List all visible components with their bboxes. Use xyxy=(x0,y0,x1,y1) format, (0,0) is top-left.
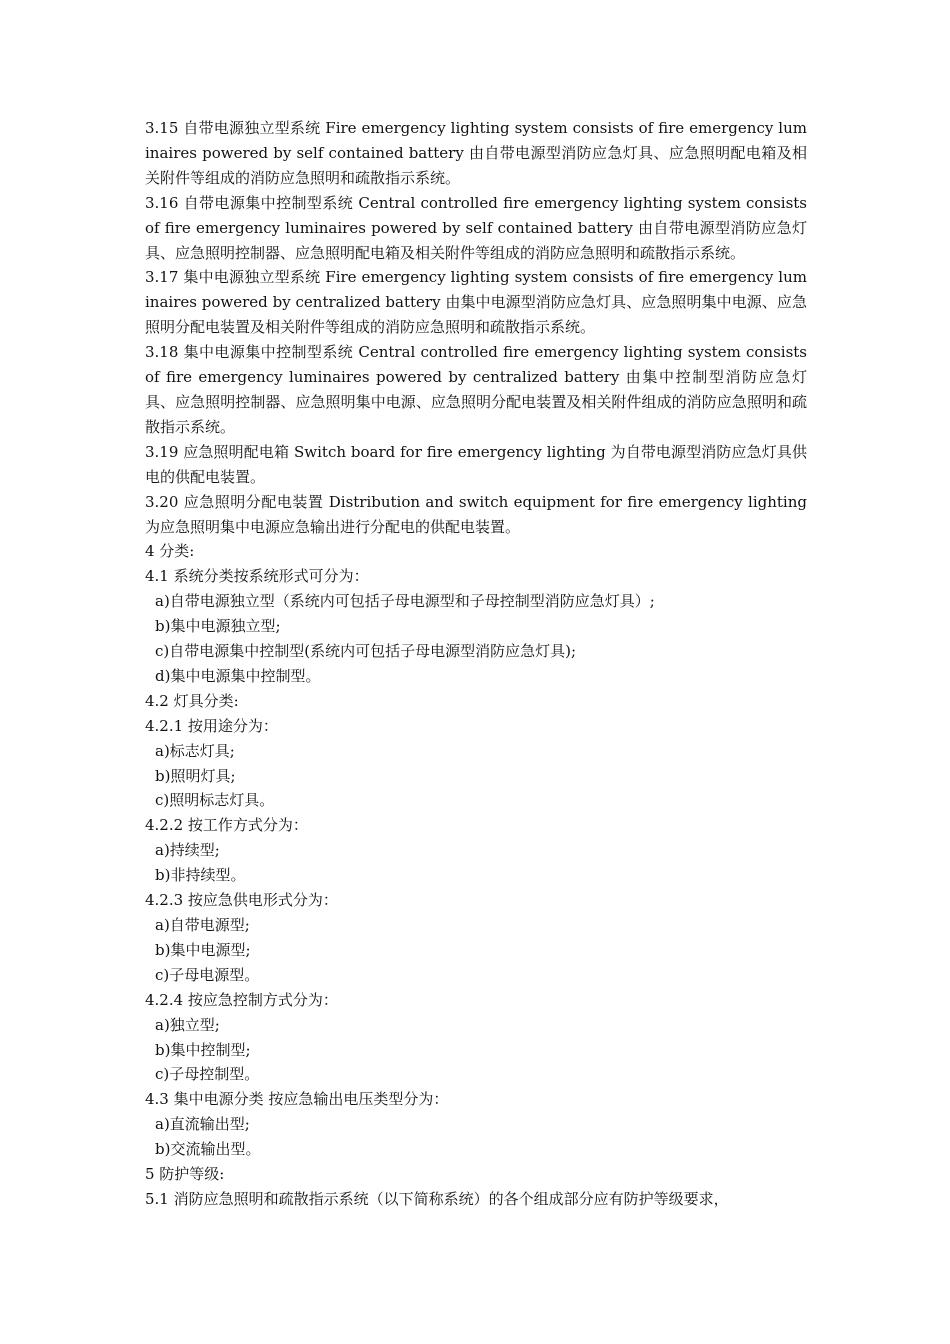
list-item: b)非持续型。 xyxy=(155,866,246,885)
list-item: a)直流输出型; xyxy=(155,1115,250,1134)
clause-3-15: 3.15 自带电源独立型系统 Fire emergency lighting system consists of fire emergency luminaires powered by self contained battery 由自带电源型消防应急灯具、应急照明配电箱及相关附件等组成的消防应急照明和疏散指示系统。 xyxy=(145,119,807,187)
clause-3-17: 3.17 集中电源独立型系统 Fire emergency lighting system consists of fire emergency luminaires powered by centralized battery 由集中电源型消防应急灯具、应急照明集中电源、应急照明分配电装置及相关附件等组成的消防应急照明和疏散指示系统。 xyxy=(145,268,807,337)
list-item: c)子母电源型。 xyxy=(155,965,260,984)
list-item: b)集中电源型; xyxy=(155,940,251,959)
clause-4-2-2: 4.2.2 按工作方式分为： xyxy=(145,816,308,835)
list-item: c)子母控制型。 xyxy=(155,1065,260,1084)
list-item: a)自带电源型; xyxy=(155,916,250,934)
clause-4-1: 4.1 系统分类按系统形式可分为： xyxy=(145,567,369,586)
clause-4-2-3: 4.2.3 按应急供电形式分为： xyxy=(145,891,338,910)
list-item: c)照明标志灯具。 xyxy=(155,791,275,810)
section-4-heading: 4 分类: xyxy=(145,542,195,561)
clause-3-20: 3.20 应急照明分配电装置 Distribution and switch equipment for fire emergency lighting 为应急照明集中电源应急输出进行分配电的供配电装置。 xyxy=(145,492,807,536)
list-item: c)自带电源集中控制型(系统内可包括子母电源型消防应急灯具); xyxy=(155,642,577,661)
clause-3-19: 3.19 应急照明配电箱 Switch board for fire emergency lighting 为自带电源型消防应急灯具供电的供配电装置。 xyxy=(145,442,807,486)
document-page xyxy=(145,116,807,1212)
list-item: b)照明灯具; xyxy=(155,766,236,785)
list-item: a)自带电源独立型（系统内可包括子母电源型和子母控制型消防应急灯具）; xyxy=(155,592,655,611)
clause-3-16: 3.16 自带电源集中控制型系统 Central controlled fire emergency lighting system consists of fire emergency luminaires powered by self contained battery 由自带电源型消防应急灯具、应急照明控制器、应急照明配电箱及相关附件等组成的消防应急照明和疏散指示系统。 xyxy=(145,193,807,262)
list-item: a)标志灯具; xyxy=(155,741,235,760)
list-item: a)独立型; xyxy=(155,1015,220,1034)
list-item: a)持续型; xyxy=(155,841,220,860)
clause-4-2-1: 4.2.1 按用途分为： xyxy=(145,716,278,735)
list-item: d)集中电源集中控制型。 xyxy=(155,666,321,685)
list-item: b)集中控制型; xyxy=(155,1040,251,1059)
clause-5-1: 5.1 消防应急照明和疏散指示系统（以下简称系统）的各个组成部分应有防护等级要求， xyxy=(145,1189,729,1208)
clause-4-2-4: 4.2.4 按应急控制方式分为： xyxy=(145,990,338,1009)
clause-4-3: 4.3 集中电源分类 按应急输出电压类型分为： xyxy=(145,1090,449,1109)
clause-3-18: 3.18 集中电源集中控制型系统 Central controlled fire emergency lighting system consists of fire emergency luminaires powered by centralized battery 由集中控制型消防应急灯具、应急照明控制器、应急照明集中电源、应急照明分配电装置及相关附件组成的消防应急照明和疏散指示系统。 xyxy=(145,343,807,436)
section-5-heading: 5 防护等级: xyxy=(145,1165,225,1184)
clause-4-2: 4.2 灯具分类: xyxy=(145,691,239,710)
list-item: b)交流输出型。 xyxy=(155,1140,261,1159)
list-item: b)集中电源独立型; xyxy=(155,617,281,636)
